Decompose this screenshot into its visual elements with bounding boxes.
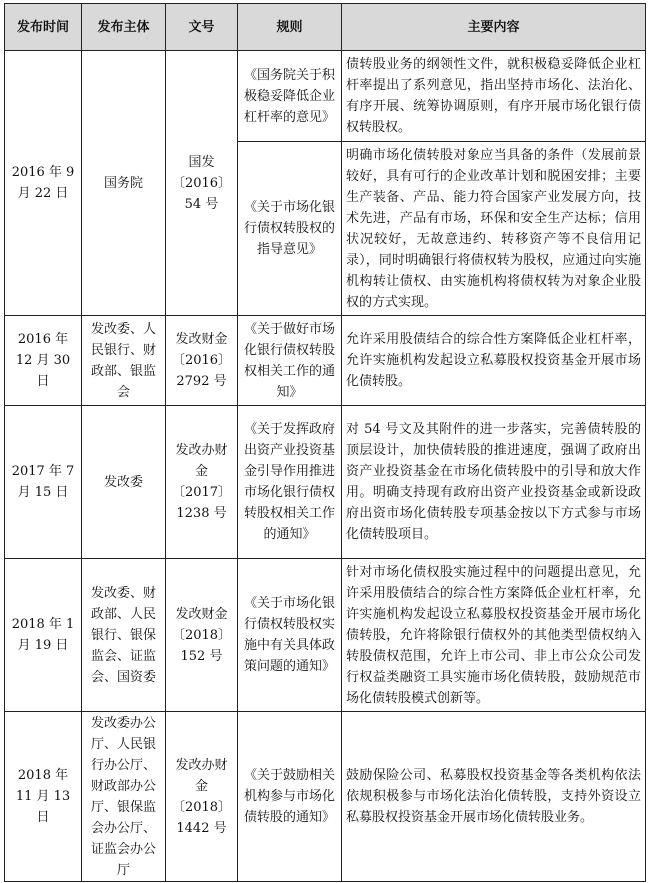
issuer-cell: 国务院 — [82, 51, 166, 316]
rule-cell: 《关于做好市场化银行债权转股权相关工作的通知》 — [238, 316, 342, 406]
header-issuer: 发布主体 — [82, 4, 166, 51]
issuer-cell: 发改委、人民银行、财政部、银监会 — [82, 316, 166, 406]
table-row — [5, 712, 646, 882]
doc-no-cell: 发改办财金〔2018〕1442 号 — [166, 712, 238, 882]
date-cell: 2018 年 11 月 13 日 — [5, 712, 82, 882]
issuer-cell: 发改委、财政部、人民银行、银保监会、证监会、国资委 — [82, 559, 166, 712]
rule-cell: 《关于发挥政府出资产业投资基金引导作用推进市场化银行债权转股权相关工作的通知》 — [238, 406, 342, 559]
issuer-cell: 发改委办公厅、人民银行办公厅、财政部办公厅、银保监会办公厅、证监会办公厅 — [82, 712, 166, 882]
policy-table — [4, 3, 646, 882]
doc-no-cell: 发改财金〔2016〕2792 号 — [166, 316, 238, 406]
table-row — [5, 316, 646, 406]
content-cell: 明确市场化债转股对象应当具备的条件（发展前景较好，具有可行的企业改革计划和脱困安排；主要生产装备、产品、能力符合国家产业发展方向，技术先进，产品有市场，环保和安全生产达标；信用状况较好，无故意违约、转移资产等不良信用记录），同时明确银行将债权转为股权，应通过向实施机构转让债权、由实施机构将债权转为对象企业股权的方式实现。 — [342, 142, 646, 316]
content-cell: 允许采用股债结合的综合性方案降低企业杠杆率，允许实施机构发起设立私募股权投资基金开展市场化债转股。 — [342, 316, 646, 406]
rule-cell: 《关于市场化银行债权转股权的指导意见》 — [238, 142, 342, 316]
table-row — [5, 51, 646, 142]
content-cell: 债转股业务的纲领性文件，就积极稳妥降低企业杠杆率提出了系列意见，指出坚持市场化、法治化、有序开展、统筹协调原则，有序开展市场化银行债权转股权。 — [342, 51, 646, 142]
date-cell: 2018 年 1 月 19 日 — [5, 559, 82, 712]
issuer-cell: 发改委 — [82, 406, 166, 559]
doc-no-cell: 发改办财金〔2017〕1238 号 — [166, 406, 238, 559]
table-row — [5, 559, 646, 712]
rule-cell: 《关于鼓励相关机构参与市场化债转股的通知》 — [238, 712, 342, 882]
header-rule: 规则 — [238, 4, 342, 51]
rule-cell: 《国务院关于积极稳妥降低企业杠杆率的意见》 — [238, 51, 342, 142]
header-date: 发布时间 — [5, 4, 82, 51]
header-content: 主要内容 — [342, 4, 646, 51]
date-cell: 2016 年 12 月 30 日 — [5, 316, 82, 406]
doc-no-cell: 国发〔2016〕54 号 — [166, 51, 238, 316]
header-doc-no: 文号 — [166, 4, 238, 51]
header-row — [5, 4, 646, 51]
content-cell: 对 54 号文及其附件的进一步落实，完善债转股的顶层设计，加快债转股的推进速度，强调了政府出资产业投资基金在市场化债转股中的引导和放大作用。明确支持现有政府出资产业投资基金或新设政府出资市场化债转股专项基金按以下方式参与市场化债转股项目。 — [342, 406, 646, 559]
table-row — [5, 406, 646, 559]
date-cell: 2016 年 9 月 22 日 — [5, 51, 82, 316]
content-cell: 针对市场化债权股实施过程中的问题提出意见，允许采用股债结合的综合性方案降低企业杠杆率，允许实施机构发起设立私募股权投资基金开展市场化债转股，允许将除银行债权外的其他类型债权纳入转股债权范围，允许上市公司、非上市公众公司发行权益类融资工具实施市场化债转股，鼓励规范市场化债转股模式创新等。 — [342, 559, 646, 712]
date-cell: 2017 年 7 月 15 日 — [5, 406, 82, 559]
content-cell: 鼓励保险公司、私募股权投资基金等各类机构依法依规积极参与市场化法治化债转股，支持外资设立私募股权投资基金开展市场化债转股业务。 — [342, 712, 646, 882]
doc-no-cell: 发改财金〔2018〕152 号 — [166, 559, 238, 712]
rule-cell: 《关于市场化银行债权转股权实施中有关具体政策问题的通知》 — [238, 559, 342, 712]
